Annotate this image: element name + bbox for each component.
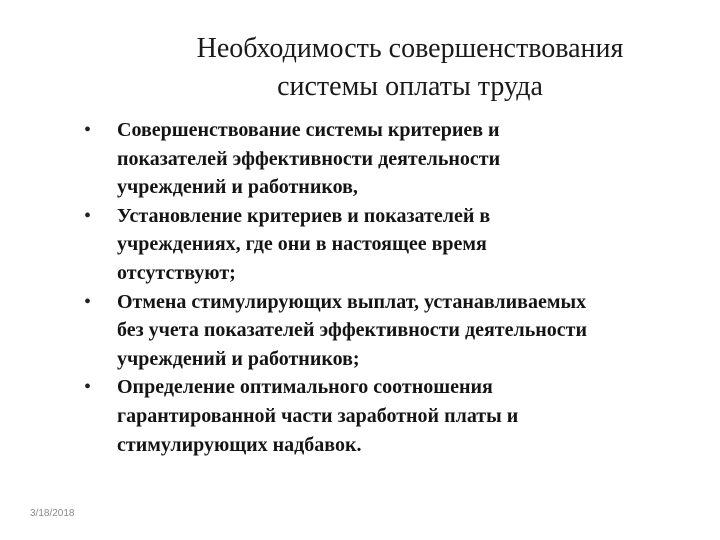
bullet-text-line: Определение оптимального соотношения	[117, 376, 493, 399]
bullet-text-line: Совершенствование системы критериев и	[117, 119, 500, 141]
bullet-dot-icon: •	[84, 290, 92, 313]
bullet-text-line: отсутствуют;	[117, 261, 236, 284]
bullet-item	[82, 288, 692, 374]
slide-date: 3/18/2018	[30, 508, 75, 519]
bullet-item	[82, 116, 692, 202]
bullet-dot-icon: •	[84, 376, 92, 399]
bullet-item	[82, 373, 692, 459]
bullet-dot-icon: •	[84, 119, 92, 141]
bullet-dot-icon: •	[84, 204, 92, 227]
slide-title-line: Необходимость совершенствования	[196, 33, 624, 64]
bullet-text-line: без учета показателей эффективности деятельности	[117, 319, 588, 342]
bullet-text-line: Отмена стимулирующих выплат, устанавливаемых	[117, 290, 587, 313]
bullet-text-line: стимулирующих надбавок.	[117, 433, 362, 456]
bullet-text-line: учреждений и работников,	[117, 176, 358, 199]
bullet-text-line: показателей эффективности деятельности	[117, 147, 501, 170]
bullet-text-line: гарантированной части заработной платы и	[117, 404, 519, 427]
bullet-text-line: Установление критериев и показателей в	[117, 204, 491, 227]
slide-title-line: системы оплаты труда	[277, 71, 543, 102]
slide-title	[150, 30, 670, 106]
bullet-text-line: учреждений и работников;	[117, 347, 360, 370]
bullet-item	[82, 202, 692, 288]
bullet-list	[82, 116, 692, 459]
bullet-text-line: учреждениях, где они в настоящее время	[117, 233, 487, 256]
